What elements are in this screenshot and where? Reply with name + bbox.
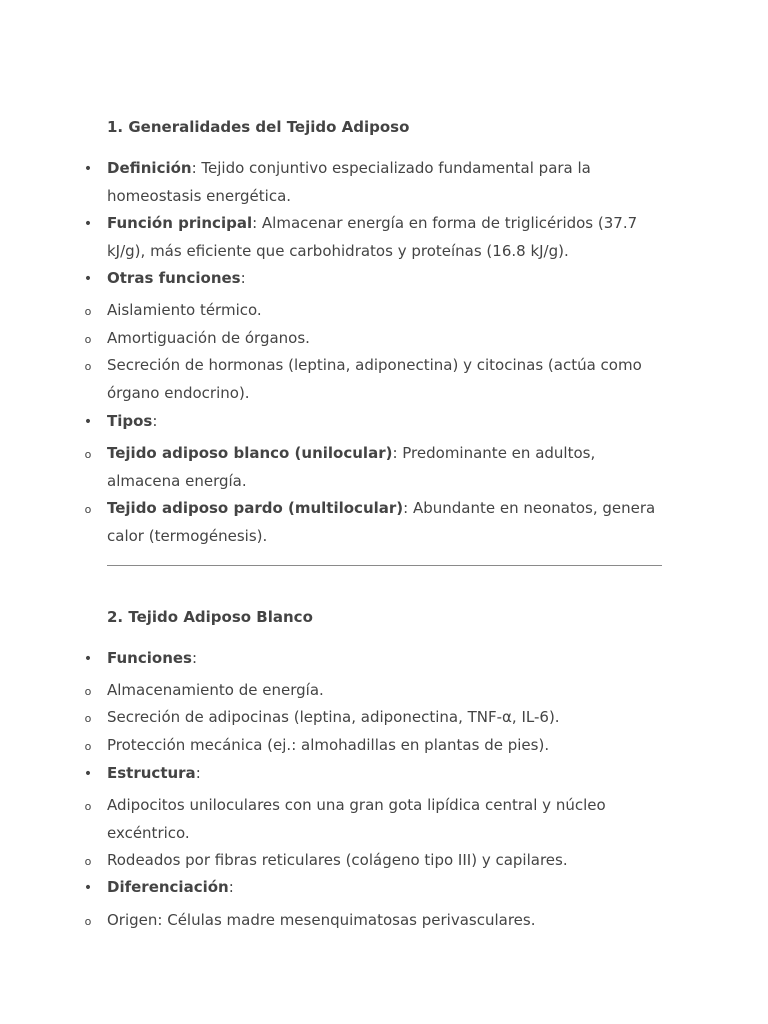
document-page: 1. Generalidades del Tejido Adiposo • Definición: Tejido conjuntivo especializado fundamental para la homeostasis energética. • Función principal: Almacenar energía en forma de triglicéridos (37.7 kJ/g), más eficiente que carbohidratos y proteínas (16.8 kJ/g). • Otras funciones: o Aislamiento térmico. o Amortiguación de órganos. o Secreción de hormonas (leptina, adiponectina) y citocinas (actúa como órgano endocrino). • Tipos: o Tejido adiposo blanco (unilocular): Predominante en adultos, almacena energía. o Tejido adiposo pardo (multilocular): Abundante en neonatos, genera calor (termogénesis). 2. Tejido Adiposo Blanco • Funciones: o Almacenamiento de energía. o Secreción de adipocinas (leptina, adiponectina, TNF-α, IL-6). o Protección mecánica (ej.: almohadillas en plantas de pies). • Estructura: o Adipocitos uniloculares con una gran gota lipídica central y núcleo excéntrico. o Rodeados por fibras reticulares (colágeno tipo III) y capilares. • Diferenciación: o Origen: Células madre mesenquimatosas perivasculares. <box>0 0 768 1024</box>
circle-marker: o <box>84 915 92 928</box>
circle-marker: o <box>84 740 92 753</box>
circle-marker: o <box>84 305 92 318</box>
circle-marker: o <box>84 503 92 516</box>
circle-marker: o <box>84 448 92 461</box>
circle-marker: o <box>84 685 92 698</box>
text-funcion-principal: : Almacenar energía en forma de triglicéridos (37.7 kJ/g), más eficiente que carbohidratos y proteínas (16.8 kJ/g). <box>107 214 638 260</box>
bullet-marker: • <box>83 161 93 177</box>
term-blanco: Tejido adiposo blanco (unilocular) <box>107 444 393 462</box>
term-otras-funciones: Otras funciones <box>107 269 241 287</box>
bullet-marker: • <box>83 414 93 430</box>
bullet-marker: • <box>83 880 93 896</box>
term-funcion-principal: Función principal <box>107 214 253 232</box>
circle-marker: o <box>84 800 92 813</box>
term-funciones: Funciones <box>107 649 192 667</box>
section-1-heading: 1. Generalidades del Tejido Adiposo <box>107 118 410 136</box>
term-pardo: Tejido adiposo pardo (multilocular) <box>107 499 404 517</box>
bullet-marker: • <box>83 216 93 232</box>
term-estructura: Estructura <box>107 764 196 782</box>
circle-marker: o <box>84 855 92 868</box>
bullet-marker: • <box>83 766 93 782</box>
circle-marker: o <box>84 333 92 346</box>
circle-marker: o <box>84 712 92 725</box>
term-diferenciacion: Diferenciación <box>107 878 229 896</box>
horizontal-divider <box>107 565 662 566</box>
section-2-heading: 2. Tejido Adiposo Blanco <box>107 608 313 626</box>
term-definicion: Definición <box>107 159 192 177</box>
circle-marker: o <box>84 360 92 373</box>
bullet-marker: • <box>83 271 93 287</box>
term-tipos: Tipos <box>107 412 153 430</box>
text-definicion: : Tejido conjuntivo especializado fundamental para la homeostasis energética. <box>107 159 591 205</box>
bullet-marker: • <box>83 651 93 667</box>
